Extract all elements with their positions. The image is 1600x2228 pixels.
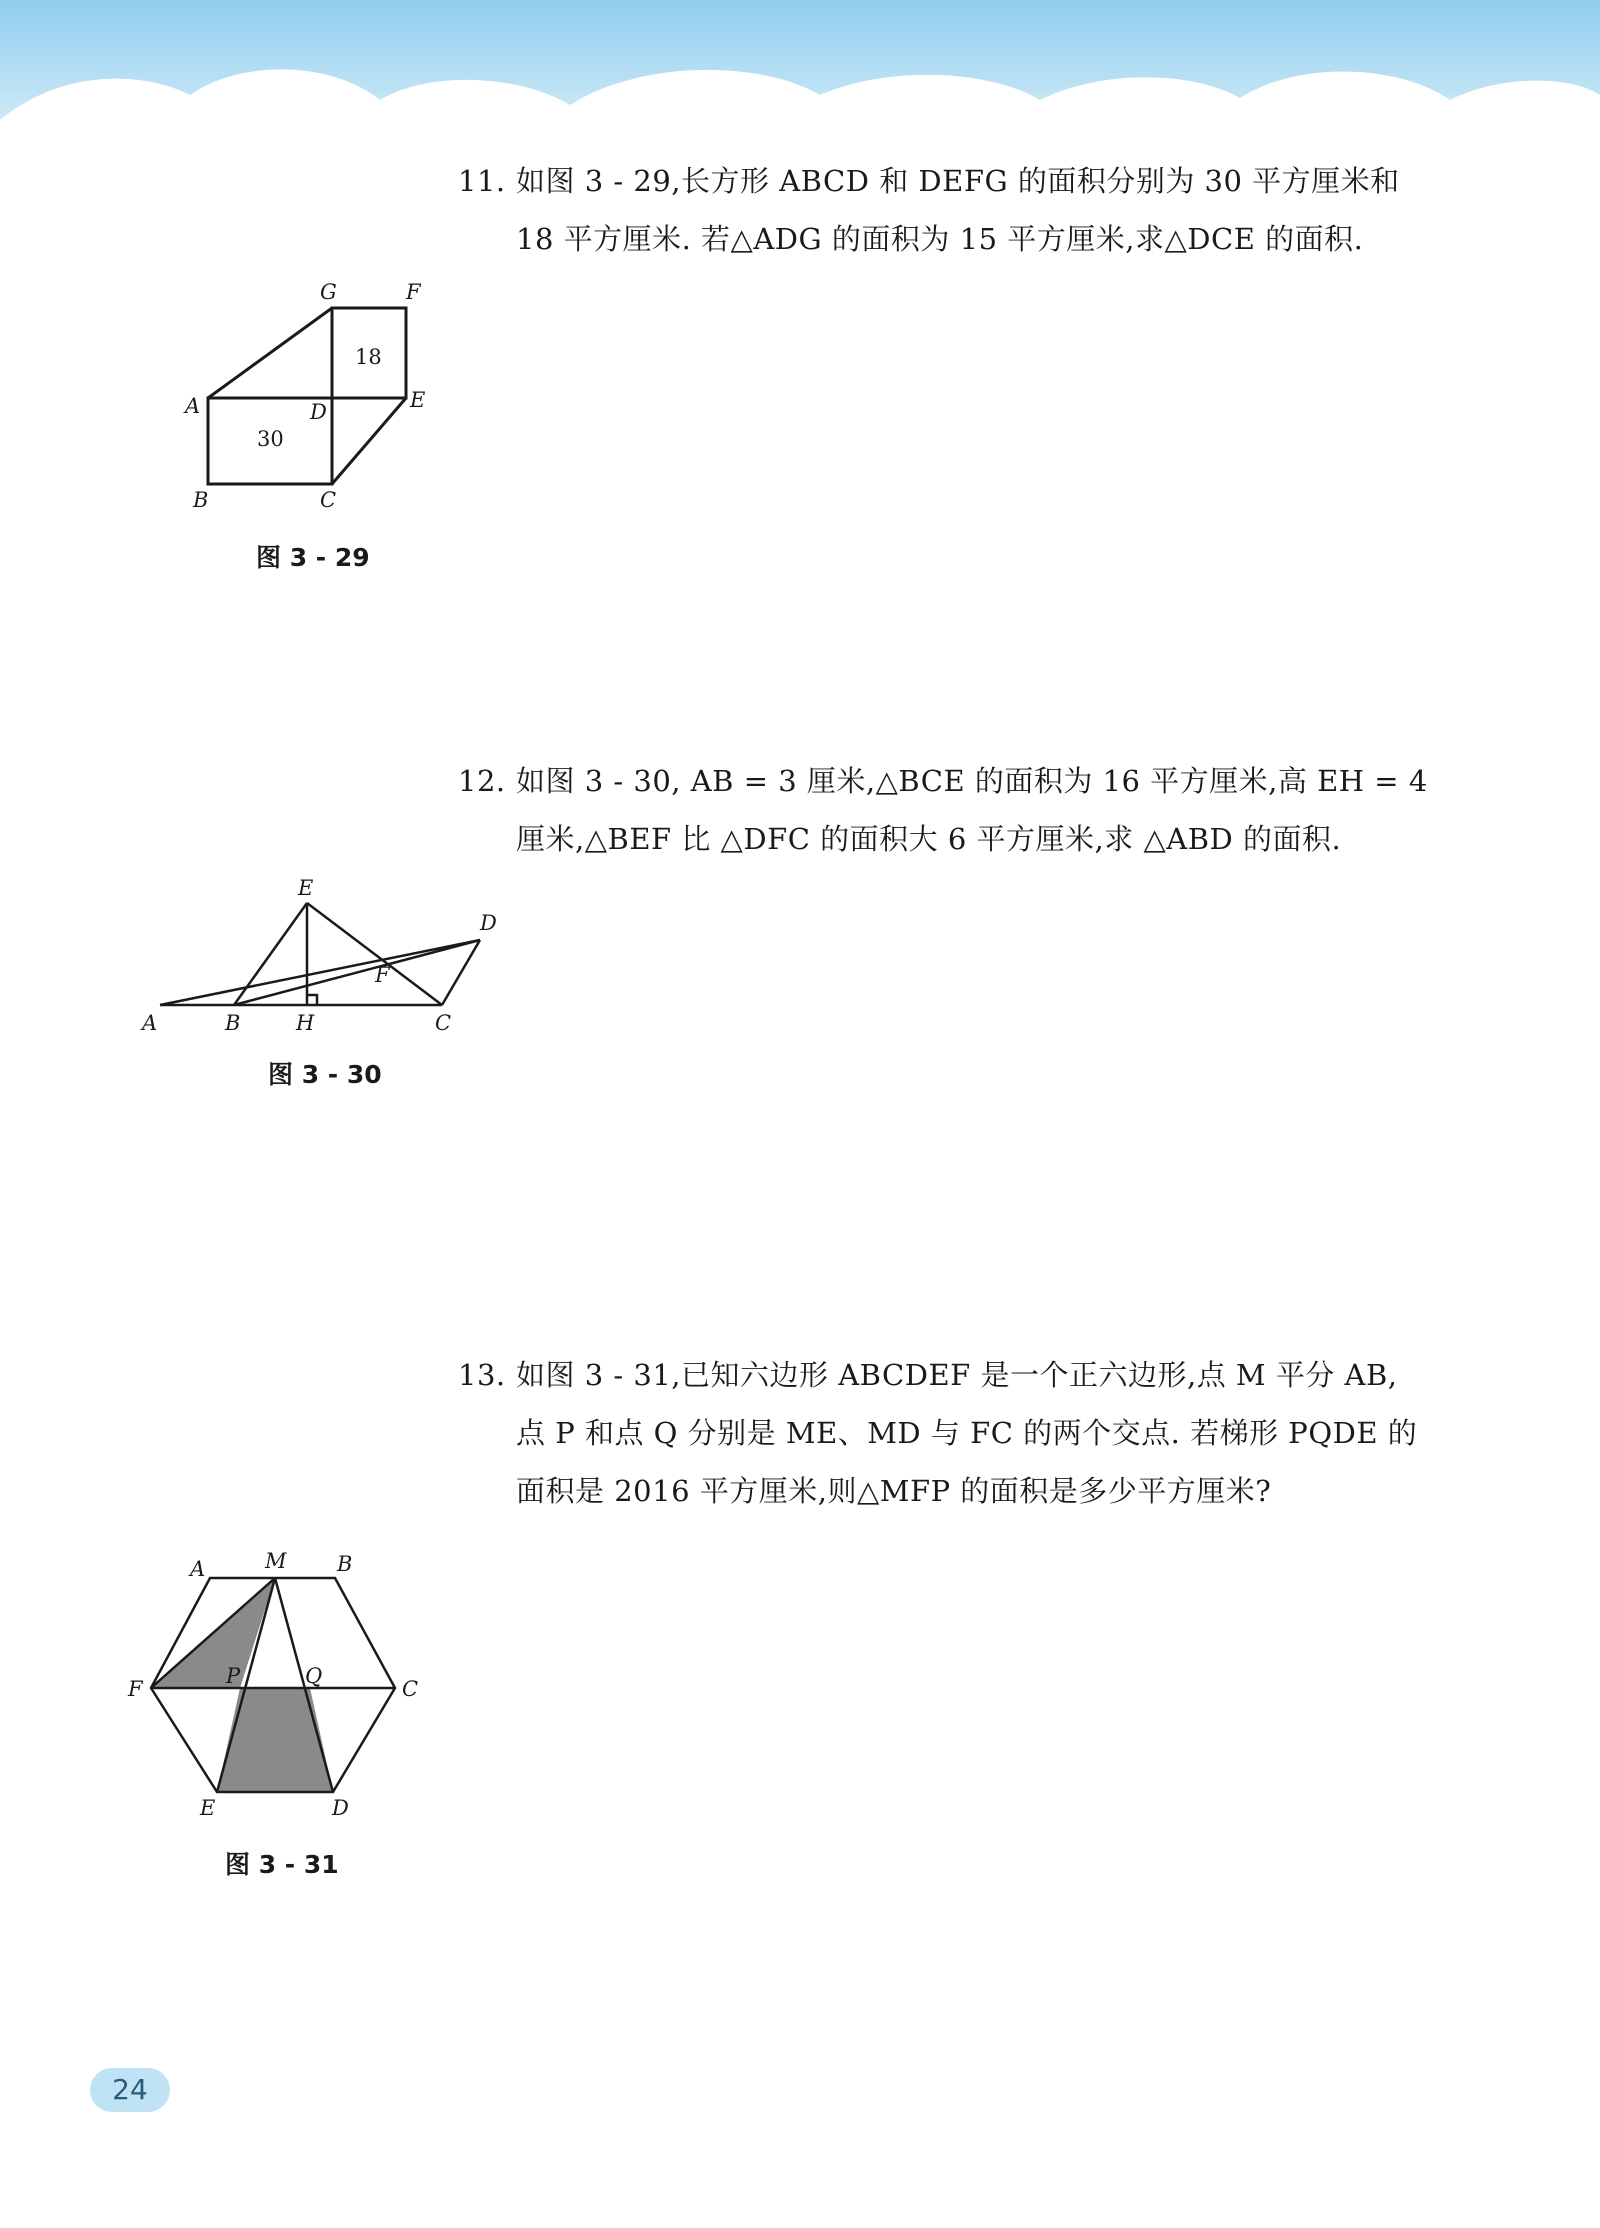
point-label: C	[402, 1677, 419, 1701]
point-label: H	[296, 1011, 315, 1035]
problem-number: 11.	[458, 164, 506, 198]
point-label: M	[265, 1549, 287, 1573]
point-label: D	[310, 400, 327, 424]
point-label: B	[337, 1552, 353, 1576]
figure-caption: 图 3 - 30	[268, 1060, 382, 1089]
figure-3-31-diagram	[125, 1545, 445, 1835]
figure-3-30-diagram	[130, 868, 510, 1038]
problem-text-line: 18 平方厘米. 若△ADG 的面积为 15 平方厘米,求△DCE 的面积.	[516, 222, 1364, 256]
figure-3-31	[125, 1545, 445, 1835]
point-label: D	[480, 911, 497, 935]
point-label: A	[190, 1557, 206, 1581]
point-label: F	[406, 280, 421, 304]
point-label: G	[320, 280, 337, 304]
point-label: Q	[305, 1664, 323, 1688]
point-label: C	[320, 488, 337, 512]
point-label: D	[332, 1796, 349, 1820]
point-label: B	[225, 1011, 241, 1035]
problem-text-line: 厘米,△BEF 比 △DFC 的面积大 6 平方厘米,求 △ABD 的面积.	[516, 822, 1342, 856]
point-label: P	[226, 1664, 241, 1688]
problem-text-line: 如图 3 - 30, AB = 3 厘米,△BCE 的面积为 16 平方厘米,高 EH = 4	[516, 764, 1428, 798]
area-label: 30	[257, 427, 284, 451]
problem-text-line: 如图 3 - 31,已知六边形 ABCDEF 是一个正六边形,点 M 平分 AB,	[516, 1358, 1398, 1392]
figure-caption: 图 3 - 29	[256, 543, 370, 572]
point-label: A	[185, 394, 201, 418]
problem-text-line: 点 P 和点 Q 分别是 ME、MD 与 FC 的两个交点. 若梯形 PQDE 的	[516, 1416, 1418, 1450]
point-label: F	[375, 963, 390, 987]
figure-caption: 图 3 - 31	[225, 1850, 339, 1879]
page-number: 24	[90, 2068, 170, 2112]
figure-3-29-diagram	[180, 275, 440, 515]
point-label: B	[193, 488, 209, 512]
problem-13	[458, 1346, 1468, 1520]
header-cloud-banner	[0, 0, 1600, 140]
point-label: A	[142, 1011, 158, 1035]
problem-11	[458, 152, 1468, 268]
point-label: F	[128, 1677, 143, 1701]
problem-text-line: 面积是 2016 平方厘米,则△MFP 的面积是多少平方厘米?	[516, 1474, 1272, 1508]
figure-3-29	[180, 275, 440, 515]
problem-12	[458, 752, 1468, 868]
problem-number: 12.	[458, 764, 506, 798]
point-label: E	[410, 388, 426, 412]
figure-3-30	[130, 868, 510, 1038]
problem-text-line: 如图 3 - 29,长方形 ABCD 和 DEFG 的面积分别为 30 平方厘米和	[516, 164, 1400, 198]
point-label: E	[298, 876, 314, 900]
point-label: C	[435, 1011, 452, 1035]
point-label: E	[200, 1796, 216, 1820]
problem-number: 13.	[458, 1358, 506, 1392]
area-label: 18	[355, 345, 382, 369]
